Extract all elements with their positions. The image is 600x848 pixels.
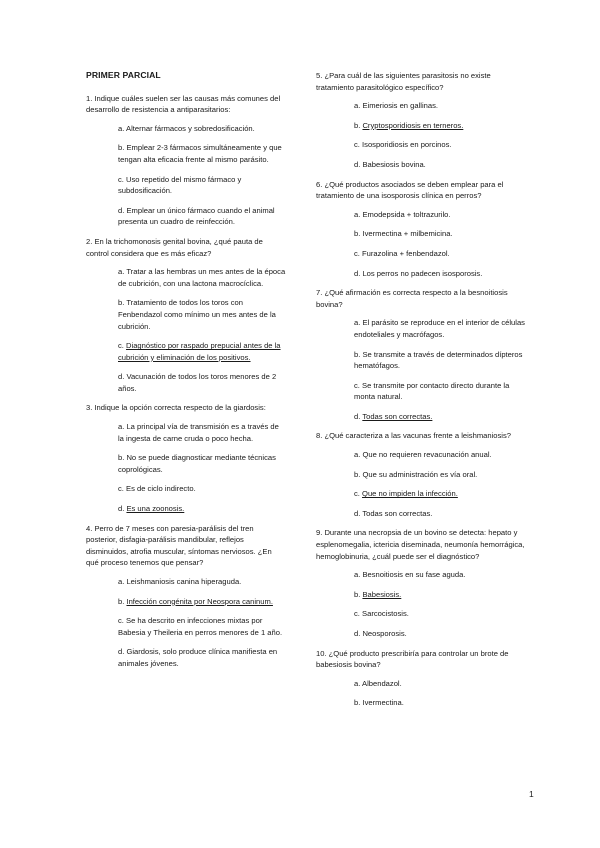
option-text: Besnoitiosis en su fase aguda. (362, 570, 466, 580)
right-column (316, 70, 528, 717)
answer-option (354, 209, 528, 221)
option-text: Se transmite a través de determinados dípteros hematófagos. (354, 349, 523, 371)
answer-option (354, 120, 528, 132)
option-letter: b. (118, 453, 127, 463)
question (86, 236, 286, 395)
option-letter: a. (354, 450, 363, 460)
option-text: Isosporidiosis en porcinos. (362, 140, 452, 150)
option-text: Tratar a las hembras un mes antes de la época de cubrición, con una lactona macrocíclica. (118, 267, 286, 288)
answer-option (354, 678, 528, 690)
answer-option (118, 646, 286, 669)
option-letter: d. (354, 159, 363, 169)
answer-option (354, 608, 528, 620)
option-letter: a. (354, 318, 363, 328)
option-letter: c. (354, 140, 363, 150)
answer-option (354, 488, 528, 500)
answer-option (354, 100, 528, 112)
option-text: El parásito se reproduce en el interior de células endoteliales y macrófagos. (354, 318, 525, 339)
question (86, 402, 286, 514)
option-text: La principal vía de transmisión es a través de la ingesta de carne cruda o poco hecha. (118, 422, 279, 443)
option-text: Eimeriosis en gallinas. (362, 101, 439, 111)
answer-option (354, 449, 528, 461)
option-letter: b. (354, 120, 363, 130)
option-letter: d. (118, 372, 127, 382)
option-text-marked-answer: Es una zoonosis. (126, 504, 185, 514)
question (86, 523, 286, 670)
left-column (86, 70, 286, 678)
page-number: 1 (529, 789, 534, 799)
option-text-marked-answer: Que no impiden la infección. (362, 489, 458, 499)
option-text-marked-answer: Cryptosporidiosis en terneros. (362, 120, 464, 130)
question (316, 179, 528, 280)
option-text: Es de ciclo indirecto. (126, 484, 196, 494)
option-letter: b. (354, 229, 363, 239)
question-text: 3. Indique la opción correcta respecto de la giardosis: (86, 403, 266, 413)
answer-option (354, 317, 528, 340)
answer-option (354, 159, 528, 171)
answer-option (118, 452, 286, 475)
answer-option (354, 228, 528, 240)
answer-option (118, 596, 286, 608)
option-letter: b. (354, 698, 363, 708)
option-letter: d. (354, 508, 363, 518)
option-text: Albendazol. (362, 678, 402, 688)
question-text: 6. ¿Qué productos asociados se deben emplear para el tratamiento de una isosporosis clínica en perros? (316, 179, 504, 201)
answer-option (354, 508, 528, 520)
option-letter: b. (354, 469, 363, 479)
option-text: Emplear 2-3 fármacos simultáneamente y que tengan alta eficacia frente al mismo parásito. (118, 143, 282, 164)
option-text: Sarcocistosis. (362, 609, 409, 619)
option-text-marked-answer: Todas son correctas. (362, 411, 433, 421)
answer-option (118, 503, 286, 515)
question-text: 2. En la trichomonosis genital bovina, ¿qué pauta de control considera que es más eficaz? (86, 236, 263, 258)
option-letter: c. (354, 380, 363, 390)
option-text: Ivermectina + milbemicina. (362, 229, 453, 239)
answer-option (118, 123, 286, 135)
option-letter: b. (354, 589, 363, 599)
right-question-list (316, 70, 528, 709)
option-text: Uso repetido del mismo fármaco y subdosificación. (118, 174, 242, 196)
answer-option (354, 589, 528, 601)
answer-option (118, 576, 286, 588)
option-letter: b. (118, 298, 127, 308)
answer-option (118, 615, 286, 638)
option-letter: b. (118, 143, 127, 153)
answer-option (118, 266, 286, 289)
question (316, 430, 528, 519)
option-text: No se puede diagnosticar mediante técnicas coprológicas. (118, 453, 276, 474)
option-letter: b. (118, 596, 127, 606)
answer-option (354, 411, 528, 423)
answer-option (354, 268, 528, 280)
option-text-marked-answer: Infección congénita por Neospora caninum. (126, 596, 273, 606)
question (316, 648, 528, 709)
question-text: 5. ¿Para cuál de las siguientes parasitosis no existe tratamiento parasitológico específico? (316, 71, 491, 92)
option-text: Neosporosis. (362, 629, 407, 638)
page-title: PRIMER PARCIAL (86, 70, 161, 80)
answer-option (354, 697, 528, 709)
question-text: 4. Perro de 7 meses con paresia-parálisis del tren posterior, disfagia-parálisis mandibular, reflejos disminuidos, atrofia muscular, síntomas nerviosos. ¿En qué proceso tenemos que pensar? (86, 523, 272, 568)
option-letter: a. (118, 267, 127, 277)
option-letter: a. (354, 209, 363, 219)
answer-option (118, 142, 286, 165)
option-letter: d. (118, 647, 127, 657)
option-text: Babesiosis bovina. (362, 159, 426, 169)
answer-option (354, 349, 528, 372)
option-text: Furazolina + fenbendazol. (362, 248, 450, 258)
option-letter: a. (354, 678, 363, 688)
option-text-marked-answer: Babesiosis. (362, 589, 402, 599)
option-text: Alternar fármacos y sobredosificación. (126, 123, 255, 133)
option-letter: a. (118, 123, 127, 133)
option-text: Ivermectina. (362, 698, 404, 708)
option-text: Que su administración es vía oral. (362, 469, 478, 479)
option-letter: a. (354, 570, 363, 580)
answer-option (118, 421, 286, 444)
option-text: Los perros no padecen isosporosis. (362, 268, 483, 278)
option-letter: d. (354, 629, 363, 638)
option-text: Tratamiento de todos los toros con Fenbendazol como mínimo un mes antes de la cubrición. (118, 298, 276, 331)
answer-option (354, 380, 528, 403)
option-text: Emplear un único fármaco cuando el animal presenta un cuadro de reinfección. (118, 205, 275, 227)
option-letter: d. (354, 268, 363, 278)
question (316, 527, 528, 639)
option-text: Vacunación de todos los toros menores de 2 años. (118, 372, 277, 393)
option-letter: c. (354, 248, 363, 258)
option-letter: b. (354, 349, 363, 359)
option-text: Se ha descrito en infecciones mixtas por Babesia y Theileria en perros menores de 1 año. (118, 616, 283, 637)
answer-option (118, 340, 286, 363)
question (86, 93, 286, 228)
option-letter: a. (118, 577, 127, 586)
answer-option (118, 205, 286, 228)
question-text: 10. ¿Qué producto prescribiría para controlar un brote de babesiosis bovina? (316, 648, 509, 670)
answer-option (118, 483, 286, 495)
question-text: 8. ¿Qué caracteriza a las vacunas frente a leishmaniosis? (316, 431, 512, 441)
answer-option (354, 139, 528, 151)
option-text-marked-answer: Diagnóstico por raspado prepucial antes de la cubrición y eliminación de los positivos. (118, 341, 281, 362)
option-letter: c. (354, 489, 363, 499)
option-text: Se transmite por contacto directo durante la monta natural. (354, 380, 510, 402)
option-text: Que no requieren revacunación anual. (362, 450, 492, 460)
question (316, 70, 528, 171)
option-text: Emodepsida + toltrazurilo. (362, 209, 451, 219)
option-letter: c. (118, 174, 127, 184)
option-text: Giardosis, solo produce clínica manifiesta en animales jóvenes. (118, 647, 278, 668)
option-text: Leishmaniosis canina hiperaguda. (126, 577, 242, 586)
option-letter: c. (354, 609, 363, 619)
option-letter: d. (118, 504, 127, 514)
option-letter: c. (118, 616, 127, 626)
option-text: Todas son correctas. (362, 508, 433, 518)
question-text: 9. Durante una necropsia de un bovino se detecta: hepato y esplenomegalia, ictericia diseminada, neumonía hemorrágica, hemoglobinuria, ¿cuál puede ser el diagnóstico? (316, 528, 525, 561)
answer-option (118, 174, 286, 197)
option-letter: c. (118, 484, 127, 494)
question-text: 1. Indique cuáles suelen ser las causas más comunes del desarrollo de resistencia a antiparasitarios: (86, 93, 281, 115)
answer-option (118, 297, 286, 332)
question-text: 7. ¿Qué afirmación es correcta respecto a la besnoitiosis bovina? (316, 288, 508, 309)
answer-option (354, 569, 528, 581)
option-letter: d. (354, 411, 363, 421)
question (316, 287, 528, 422)
answer-option (118, 371, 286, 394)
option-letter: a. (354, 101, 363, 111)
option-letter: c. (118, 341, 127, 351)
answer-option (354, 469, 528, 481)
answer-option (354, 628, 528, 640)
answer-option (354, 248, 528, 260)
option-letter: d. (118, 205, 127, 215)
option-letter: a. (118, 422, 127, 432)
left-question-list (86, 93, 286, 670)
